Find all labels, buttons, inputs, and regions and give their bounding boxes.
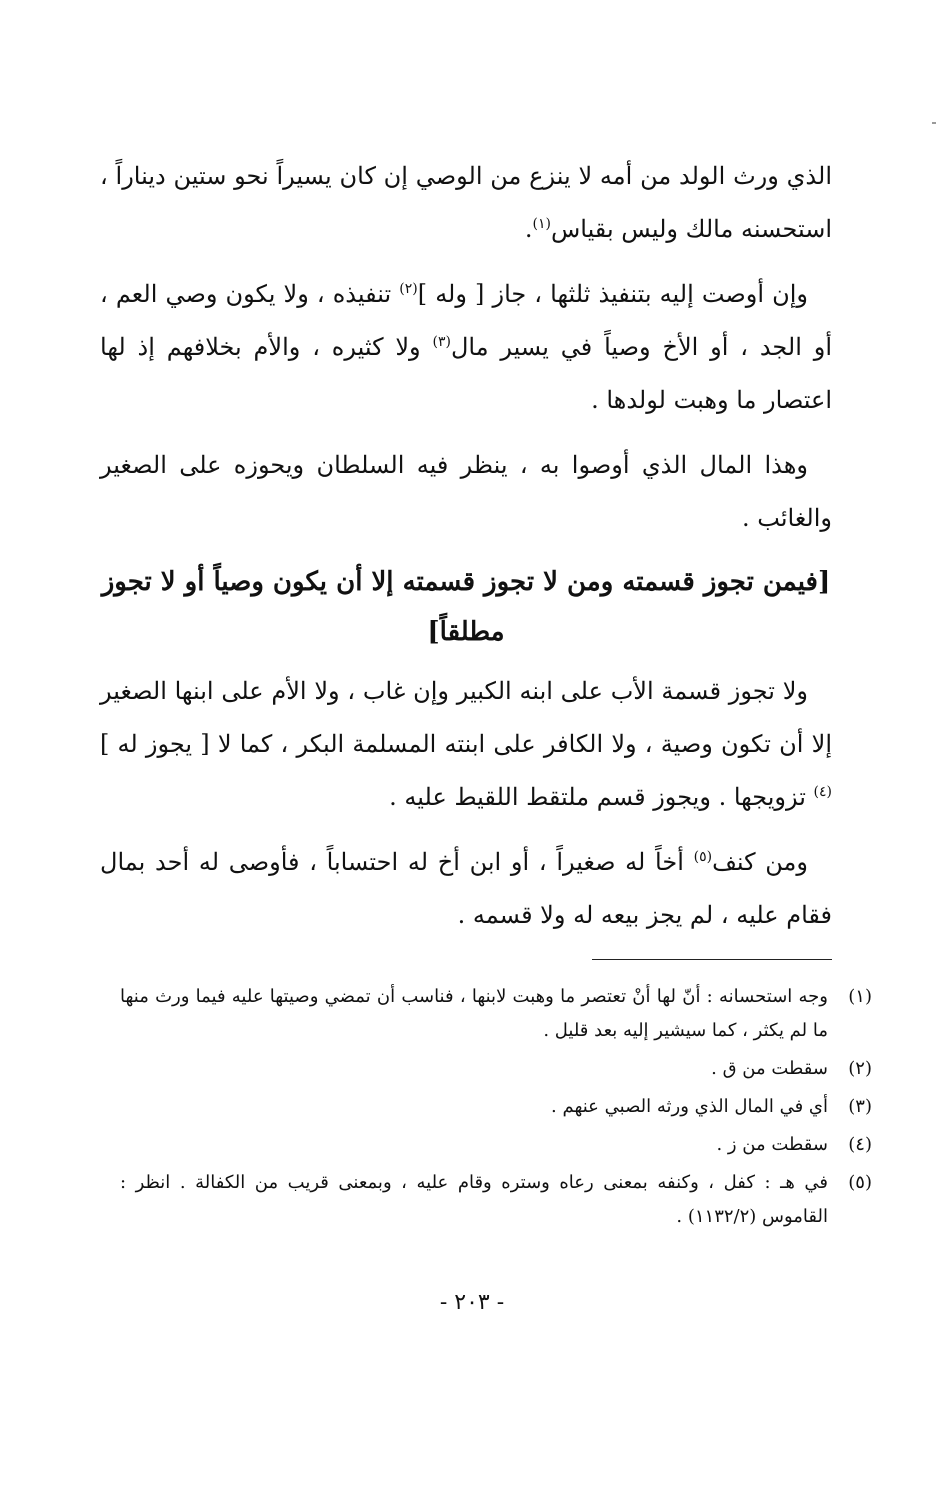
footnote-text: في هـ : كفل ، وكنفه بمعنى رعاه وستره وقام عليه ، وبمعنى قريب من الكفالة . انظر : القاموس (١١٣٢/٢) .: [120, 1172, 828, 1227]
footnote-ref-4[interactable]: (٤): [813, 784, 832, 800]
paragraph-4-part1: ولا تجوز قسمة الأب على ابنه الكبير وإن غاب ، ولا الأم على ابنها الصغير إلا أن تكون وصية ، ولا الكافر على ابنته المسلمة البكر ، كما لا [ يجوز له ]: [100, 677, 832, 758]
paragraph-2-part2: تنفيذه ، ولا يكون وصي العم ، أو الجد ، أو الأخ وصياً في يسير مال: [100, 280, 833, 361]
paragraph-4: [100, 665, 832, 824]
paragraph-5-part1: ومن كنف: [712, 848, 809, 876]
paragraph-2-part1: وإن أوصت إليه بتنفيذ ثلثها ، جاز [ وله ]: [417, 280, 809, 308]
footnote-separator: [592, 959, 832, 960]
paragraph-1-text: الذي ورث الولد من أمه لا ينزع من الوصي إن كان يسيراً نحو ستين ديناراً ، استحسنه مالك وليس بقياس: [100, 162, 832, 243]
footnote-ref-3[interactable]: (٣): [432, 334, 451, 350]
paragraph-2-part3: ولا كثيره ، والأم بخلافهم إذ لها اعتصار ما وهبت لولدها .: [100, 333, 832, 414]
footnote-1: [120, 980, 872, 1048]
footnote-text: وجه استحسانه : أنّ لها أنْ تعتصر ما وهبت لابنها ، فناسب أن تمضي وصيتها عليه فيما ورث منها ما لم يكثر ، كما سيشير إليه بعد قليل .: [120, 986, 828, 1041]
footnote-2: [120, 1052, 872, 1086]
footnote-text: سقطت من ق .: [711, 1058, 828, 1079]
main-text: [100, 150, 832, 954]
footnote-number: (٥): [848, 1172, 872, 1193]
paragraph-1-tail: .: [524, 215, 533, 243]
footnote-ref-1[interactable]: (١): [532, 216, 551, 232]
section-heading: [فيمن تجوز قسمته ومن لا تجوز قسمته إلا أن يكون وصياً أو لا تجوز مطلقاً]: [101, 567, 831, 647]
footnote-5: [120, 1166, 872, 1234]
footnote-ref-5[interactable]: (٥): [693, 849, 713, 865]
page-number: - ٢٠٣ -: [439, 1290, 505, 1315]
footnote-number: (٤): [848, 1134, 872, 1155]
paragraph-2: [100, 268, 832, 427]
paragraph-5-part2: أخاً له صغيراً ، أو ابن أخ له احتساباً ، فأوصى له أحد بمال فقام عليه ، لم يجز بيعه له ولا قسمه .: [100, 848, 832, 929]
scan-speck: [932, 122, 936, 124]
footnotes: [120, 980, 872, 1238]
footnote-ref-2[interactable]: (٢): [399, 281, 418, 297]
paragraph-3: [100, 439, 832, 545]
footnote-text: أي في المال الذي ورثه الصبي عنهم .: [551, 1096, 828, 1117]
footnote-number: (١): [848, 986, 872, 1007]
footnote-number: (٣): [848, 1096, 872, 1117]
paragraph-5: [100, 836, 832, 942]
footnote-4: [120, 1128, 872, 1162]
footnote-3: [120, 1090, 872, 1124]
paragraph-3-text: وهذا المال الذي أوصوا به ، ينظر فيه السلطان ويحوزه على الصغير والغائب .: [100, 451, 832, 532]
footnote-text: سقطت من ز .: [716, 1134, 828, 1155]
paragraph-1: [100, 150, 832, 256]
footnote-number: (٢): [848, 1058, 872, 1079]
paragraph-4-part2: تزويجها . ويجوز قسم ملتقط اللقيط عليه .: [389, 783, 814, 811]
